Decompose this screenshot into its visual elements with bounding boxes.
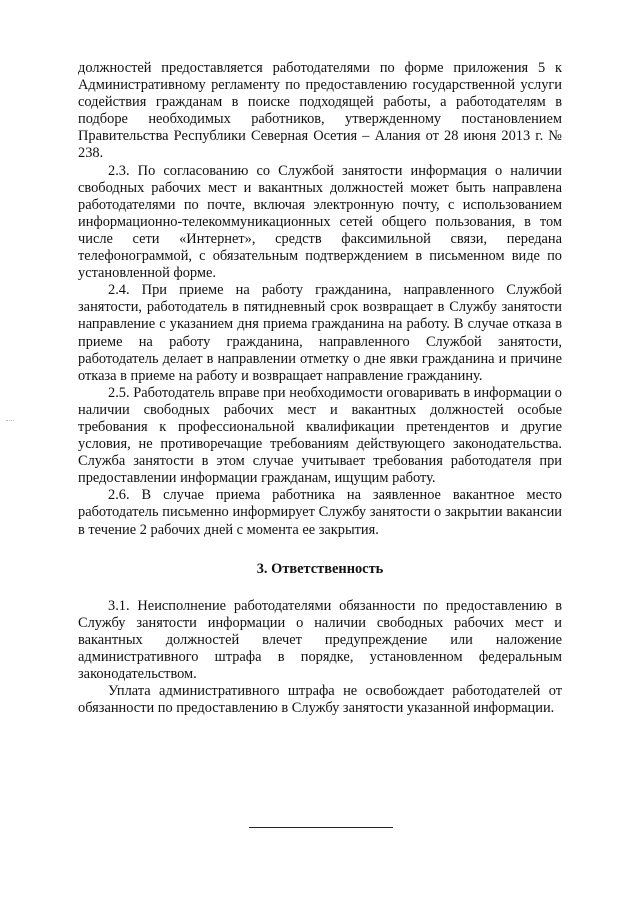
section-3-heading: 3. Ответственность [256,560,384,577]
paragraph-fine-note: Уплата административного штрафа не освобождает работодателей от обязанности по предоставлению в Службу занятости указанной информации. [78,683,562,717]
paragraph-2-3: 2.3. По согласованию со Службой занятости информация о наличии свободных рабочих мест и вакантных должностей может быть направлена работодателями по почте, включая электронную почту, с использованием информационно-телекоммуникационных сетей общего пользования, в том числе сети «Интернет», средств факсимильной связи, передана телефонограммой, с обязательным подтверждением в письменном виде по установленной форме. [78,162,562,282]
paragraph-3-1: 3.1. Неисполнение работодателями обязанности по предоставлению в Службу занятости информации о наличии свободных рабочих мест и вакантных должностей влечет предупреждение или наложение административного штрафа в порядке, установленном федеральным законодательством. [78,597,562,683]
paragraph-2-6: 2.6. В случае приема работника на заявленное вакантное место работодатель письменно информирует Службу занятости о закрытии вакансии в течение 2 рабочих дней с момента ее закрытия. [78,487,562,538]
paragraph-2-5: 2.5. Работодатель вправе при необходимости оговаривать в информации о наличии свободных рабочих мест и вакантных должностей особые требования к профессиональной квалификации претендентов и другие условия, не противоречащие требованиям действующего законодательства. Служба занятости в этом случае учитывает требования работодателя при предоставлении информации гражданам, ищущим работу. [78,384,562,487]
end-rule [249,827,393,828]
paragraph-continuation: должностей предоставляется работодателями по форме приложения 5 к Административному регламенту по предоставлению государственной услуги содействия гражданам в поиске подходящей работы, а работодателям в подборе необходимых работников, утвержденному постановлением Правительства Республики Северная Осетия – Алания от 28 июня 2013 г. № 238. [78,60,562,162]
scan-artifact [6,420,14,421]
document-body [78,60,562,717]
paragraph-2-4: 2.4. При приеме на работу гражданина, направленного Службой занятости, работодатель в пятидневный срок возвращает в Службу занятости направление с указанием дня приема гражданина на работу. В случае отказа в приеме на работу гражданина, направленного Службой занятости, работодатель делает в направлении отметку о дне явки гражданина и причине отказа в приеме на работу и возвращает направление гражданину. [78,282,562,384]
